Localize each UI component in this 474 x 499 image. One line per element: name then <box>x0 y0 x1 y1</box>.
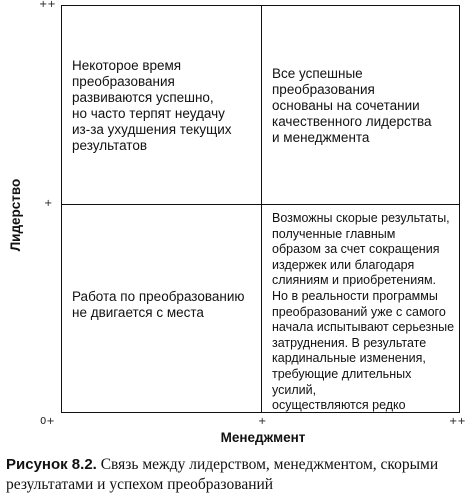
divider-horizontal <box>61 204 460 205</box>
quadrant-bottom-left-text: Работа по преобразованию не двигается с места <box>72 289 245 320</box>
figure-caption <box>6 455 470 495</box>
quadrant-top-left <box>72 58 257 154</box>
quadrant-bottom-left <box>72 289 258 321</box>
y-tick-high: ++ <box>39 0 56 10</box>
caption-label: Рисунок 8.2. <box>6 456 97 473</box>
caption-text: Связь между лидерством, менеджментом, скорыми результатами и успехом преобразований <box>6 456 439 493</box>
frame-right <box>459 5 460 413</box>
x-axis-label: Менеджмент <box>220 430 306 445</box>
x-tick-mid: + <box>258 416 267 427</box>
quadrant-bottom-right <box>272 211 458 414</box>
frame-left <box>61 5 62 413</box>
y-axis-label: Лидерство <box>8 178 23 252</box>
origin-tick: 0+ <box>40 416 55 427</box>
x-tick-high: ++ <box>449 416 466 427</box>
quadrant-top-right-text: Все успешные преобразования основаны на сочетании качественного лидерства и менеджмента <box>272 66 432 145</box>
quadrant-top-left-text: Некоторое время преобразования развиваются успешно, но часто терпят неудачу из-за ухудшения текущих результатов <box>72 58 232 153</box>
quadrant-bottom-right-text: Возможны скорые результаты, полученные главным образом за счет сокращения издержек или благодаря слияниям и приобретениям. Но в реальности программы преобразований уже с самого начала испытывают серьезные затруднения. В результате кардинальные изменения, требующие длительных усилий, осуществляются редко <box>272 211 455 413</box>
quadrant-top-right <box>272 66 457 146</box>
divider-vertical <box>261 5 262 413</box>
y-tick-mid: + <box>44 198 53 209</box>
